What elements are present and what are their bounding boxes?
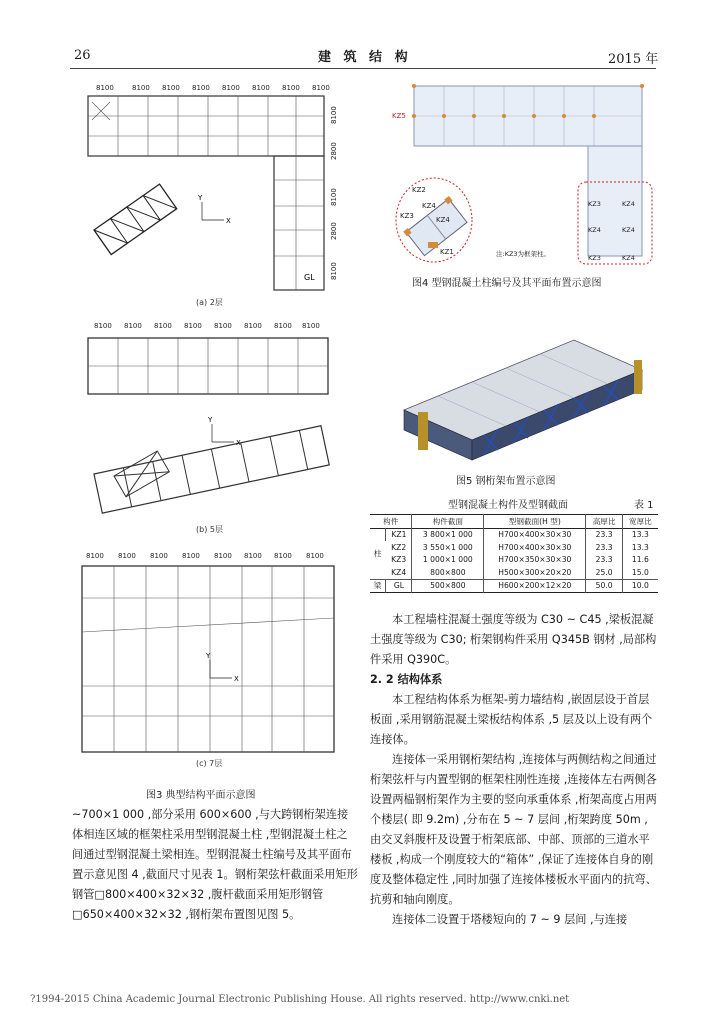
figure4-caption: 图4 型钢混凝土柱编号及其平面布置示意图 bbox=[412, 278, 602, 289]
dim-c-8: 8100 bbox=[306, 552, 324, 560]
dim-a-r3: 8100 bbox=[330, 188, 338, 206]
dim-c-7: 8100 bbox=[274, 552, 292, 560]
sub-b: (b) 5层 bbox=[196, 525, 223, 534]
kz5-label: KZ5 bbox=[392, 112, 406, 120]
axis-y-b: Y bbox=[208, 416, 213, 424]
figure4-note: 注:KZ3为框架柱。 bbox=[496, 250, 551, 258]
dim-c-1: 8100 bbox=[86, 552, 104, 560]
left-paragraph bbox=[72, 805, 358, 925]
dim-c-2: 8100 bbox=[118, 552, 136, 560]
table-row: KZ2 3 550×1 000 H700×400×30×30 23.3 13.3 bbox=[370, 541, 658, 554]
table-row: 梁 GL 500×800 H600×200×12×20 50.0 10.0 bbox=[370, 579, 658, 593]
figure5-caption: 图5 钢桁架布置示意图 bbox=[456, 476, 556, 487]
kz1-label: KZ1 bbox=[440, 248, 454, 256]
table1-label: 表 1 bbox=[634, 500, 654, 511]
kz4-label-a: KZ4 bbox=[422, 202, 436, 210]
dim-b-3: 8100 bbox=[154, 322, 172, 330]
axis-x-c: X bbox=[234, 675, 239, 683]
section-table bbox=[370, 514, 658, 593]
dim-a-r4: 2800 bbox=[330, 222, 338, 240]
dim-c-5: 8100 bbox=[214, 552, 232, 560]
dim-a-2: 8100 bbox=[132, 84, 150, 92]
column-layout-diagram bbox=[392, 82, 658, 266]
table-row: KZ4 800×800 H500×300×20×20 25.0 15.0 bbox=[370, 566, 658, 579]
dim-b-7: 8100 bbox=[274, 322, 292, 330]
group-column: 柱 bbox=[373, 549, 382, 558]
dim-b-2: 8100 bbox=[124, 322, 142, 330]
dim-b-1: 8100 bbox=[94, 322, 112, 330]
table1-title: 型钢混凝土构件及型钢截面 bbox=[448, 500, 568, 511]
dim-a-r1: 8100 bbox=[330, 106, 338, 124]
sub-c: (c) 7层 bbox=[196, 759, 223, 768]
th-section: 构件截面 bbox=[412, 515, 484, 529]
th-steel: 型钢截面(H 型) bbox=[484, 515, 586, 529]
kz-r5: KZ3 bbox=[588, 254, 601, 262]
right-column-text bbox=[370, 610, 658, 930]
dim-a-8: 8100 bbox=[312, 84, 330, 92]
floor-plan-7f bbox=[74, 546, 358, 768]
dim-b-8: 8100 bbox=[302, 322, 320, 330]
axis-x-a: X bbox=[226, 217, 231, 225]
year: 2015 年 bbox=[608, 52, 659, 67]
right-p3: 连接体一采用钢桁架结构 ,连接体与两侧结构之间通过桁架弦杆与内置型钢的框架柱刚性连接 ,连接体左右两侧各设置两榀钢桁架作为主要的竖向承重体系 ,桁架高度占用两个楼层( 即 9.2m) ,分布在 5 ~ 7 层间 ,桁架跨度 50m ,由交叉斜腹杆及设置于桁架底部、中部、顶部的三道水平楼板 ,构成一个刚度较大的“箱体” ,保证了连接体自身的刚度及整体稳定性 ,同时加强了连接体楼板水平面内的抗弯、抗剪和轴向刚度。 bbox=[370, 753, 657, 906]
dim-a-r5: 8100 bbox=[330, 262, 338, 280]
dim-a-5: 8100 bbox=[222, 84, 240, 92]
dim-a-r2: 2800 bbox=[330, 142, 338, 160]
dim-c-6: 8100 bbox=[244, 552, 262, 560]
kz3-label: KZ3 bbox=[400, 212, 414, 220]
steel-truss-3d bbox=[394, 300, 654, 466]
dim-b-4: 8100 bbox=[184, 322, 202, 330]
axis-y-c: Y bbox=[206, 652, 211, 660]
left-p1: ~700×1 000 ,部分采用 600×600 ,与大跨钢桁架连接体相连区域的框架柱采用型钢混凝土柱 ,型钢混凝土柱之间通过型钢混凝土梁相连。型钢混凝土柱编号及其平面布置示意见图 4 ,截面尺寸见表 1。钢桁架弦杆截面采用矩形钢管□800×400×32×32 ,腹杆截面采用矩形钢管□650×400×32×32 ,钢桁架布置图见图 5。 bbox=[72, 808, 358, 921]
right-p4: 连接体二设置于塔楼短向的 7 ~ 9 层间 ,与连接 bbox=[392, 913, 628, 926]
kz-r2: KZ4 bbox=[622, 200, 635, 208]
table-row: KZ3 1 000×1 000 H700×350×30×30 23.3 11.6 bbox=[370, 554, 658, 567]
section-heading: 2. 2 结构体系 bbox=[370, 673, 443, 686]
dim-b-6: 8100 bbox=[244, 322, 262, 330]
footer: ?1994-2015 China Academic Journal Electronic Publishing House. All rights reserved. http://www.cnki.net bbox=[30, 994, 570, 1005]
floor-plan-5f bbox=[74, 316, 358, 516]
kz2-label: KZ2 bbox=[412, 186, 426, 194]
figure3-caption: 图3 典型结构平面示意图 bbox=[146, 790, 256, 801]
axis-x-b: X bbox=[236, 439, 241, 447]
dim-a-1: 8100 bbox=[96, 84, 114, 92]
sub-a: (a) 2层 bbox=[196, 298, 223, 307]
kz4-label-b: KZ4 bbox=[436, 216, 450, 224]
dim-b-5: 8100 bbox=[214, 322, 232, 330]
th-hr: 高厚比 bbox=[586, 515, 622, 529]
right-p1: 本工程墙柱混凝土强度等级为 C30 ~ C45 ,梁板混凝土强度等级为 C30; 桁架钢构件采用 Q345B 钢材 ,局部构件采用 Q390C。 bbox=[370, 613, 657, 666]
dim-a-3: 8100 bbox=[162, 84, 180, 92]
th-wr: 宽厚比 bbox=[622, 515, 658, 529]
page-number: 26 bbox=[74, 48, 91, 63]
right-p2: 本工程结构体系为框架-剪力墙结构 ,嵌固层设于首层板面 ,采用钢筋混凝土梁板结构体系 ,5 层及以上设有两个连接体。 bbox=[370, 693, 653, 746]
kz-r4: KZ4 bbox=[622, 226, 635, 234]
table-row: 柱 KZ1 3 800×1 000 H700×400×30×30 23.3 13.3 bbox=[370, 528, 658, 541]
th-member: 构件 bbox=[383, 516, 399, 526]
dim-c-4: 8100 bbox=[182, 552, 200, 560]
dim-a-6: 8100 bbox=[252, 84, 270, 92]
dim-a-4: 8100 bbox=[192, 84, 210, 92]
kz-r3: KZ4 bbox=[588, 226, 601, 234]
gl-label: GL bbox=[304, 273, 315, 282]
journal-title: 建 筑 结 构 bbox=[318, 50, 412, 65]
dim-c-3: 8100 bbox=[150, 552, 168, 560]
axis-y-a: Y bbox=[198, 194, 203, 202]
header-rule bbox=[70, 68, 656, 69]
dim-a-7: 8100 bbox=[282, 84, 300, 92]
kz-r1: KZ3 bbox=[588, 200, 601, 208]
kz-r6: KZ4 bbox=[622, 254, 635, 262]
floor-plan-2f bbox=[74, 80, 358, 306]
